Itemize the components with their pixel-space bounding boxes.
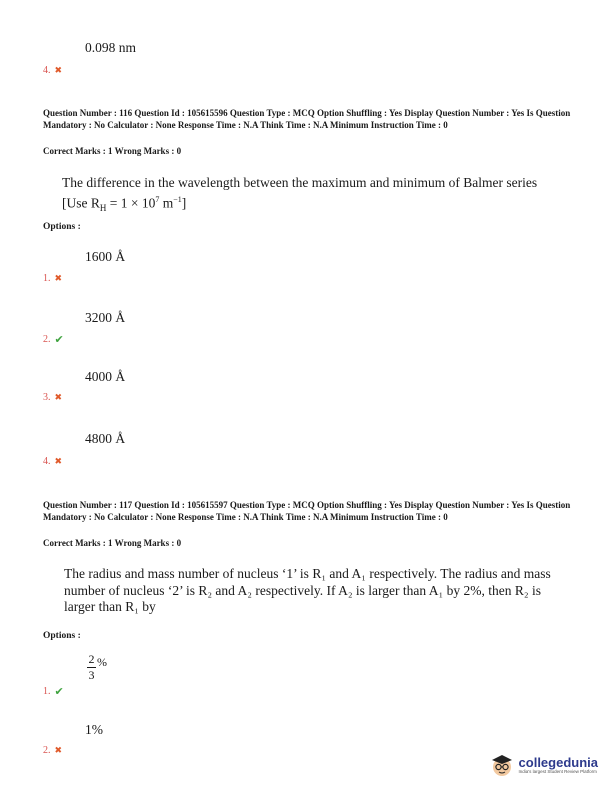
option-marker [43,333,64,346]
wrong-icon: ✖ [54,65,63,76]
question-meta: Question Number : 116 Question Id : 105615596 Question Type : MCQ Option Shuffling : Yes Display Question Number : Yes Is Question Mandatory : No Calculator : None Response Time : N.A Think Time : N.A Minimum Instruction Time : 0 [43,108,571,130]
fraction-denominator: 3 [88,668,95,682]
option-marker [43,456,62,467]
option-number: 4. [43,456,51,467]
option-marker [43,392,62,403]
option-text: 4800 Å [85,431,126,446]
checkmark-icon: ✔ [54,333,64,346]
option-number: 1. [43,686,51,697]
options-label: Options : [43,631,81,641]
option-text: 3200 Å [85,310,126,325]
options-label: Options : [43,222,81,232]
option-text: 0.098 nm [85,40,137,55]
option-marker [43,273,62,284]
wrong-icon: ✖ [54,456,63,467]
option-marker [43,685,64,698]
logo-tagline: India's largest Student Review Platform [518,769,597,774]
logo-name: collegedunia [518,755,598,770]
wrong-icon: ✖ [54,392,63,403]
checkmark-icon: ✔ [54,685,64,698]
question-text-line1: The difference in the wavelength between the maximum and minimum of Balmer series [62,175,538,190]
option-text: 4000 Å [85,369,126,384]
fraction [87,653,96,682]
option-text: 1600 Å [85,249,126,264]
question-marks: Correct Marks : 1 Wrong Marks : 0 [43,146,182,156]
question-meta: Question Number : 117 Question Id : 105615597 Question Type : MCQ Option Shuffling : Yes Display Question Number : Yes Is Question Mandatory : No Calculator : None Response Time : N.A Think Time : N.A Minimum Instruction Time : 0 [43,500,571,522]
option-marker [43,65,62,76]
wrong-icon: ✖ [54,745,63,756]
option-number: 3. [43,392,51,403]
option-number: 4. [43,65,51,76]
option-marker [43,745,62,756]
question-text [62,175,562,216]
question-marks: Correct Marks : 1 Wrong Marks : 0 [43,538,182,548]
brand-logo [489,752,598,778]
fraction-numerator: 2 [88,652,95,666]
question-text-line2: [Use $R_H = 1 \times 10^7$ $m^{-1}$] [62,194,187,213]
wrong-icon: ✖ [54,273,63,284]
mascot-icon [489,752,515,778]
option-text [87,653,107,682]
option-number: 2. [43,745,51,756]
option-number: 2. [43,334,51,345]
option-text: 1% [85,722,103,737]
option-number: 1. [43,273,51,284]
percent-sign: % [97,655,107,669]
question-text: The radius and mass number of nucleus ‘1’ is R₁ and A₁ respectively. The radius and mass number of nucleus ‘2’ is R₂ and A₂ respectively. If A₂ is larger than A₁ by 2%, then R₂ is larger than R₁ by [64,566,551,614]
